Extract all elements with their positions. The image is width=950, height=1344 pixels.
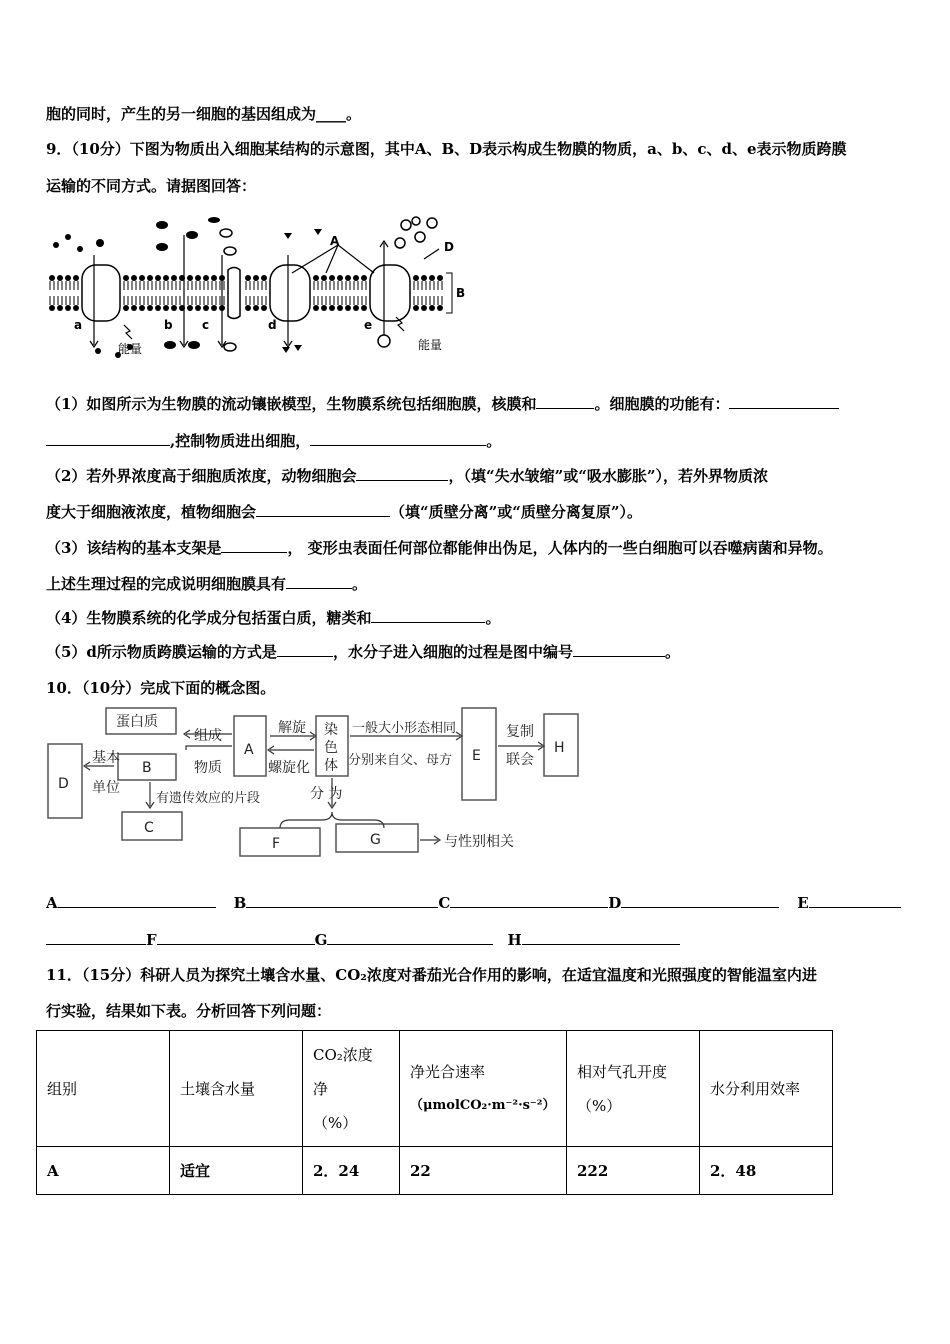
label-B: B: [456, 286, 466, 300]
th-soil: 土壤含水量: [170, 1031, 303, 1147]
q9-p5-text-b: ，水分子进入细胞的过程是图中编号: [332, 643, 573, 661]
q9-p1-text-b: 。细胞膜的功能有：: [594, 395, 730, 413]
th-net-rate-line2: （μmolCO₂·m⁻²·s⁻²）: [410, 1097, 556, 1113]
q9-p3-cont: [46, 573, 367, 594]
cell-co2: 2．24: [303, 1147, 400, 1195]
cm-D: D: [58, 776, 69, 792]
concept-map: [46, 706, 586, 860]
cm-compose-1: 组成: [194, 728, 222, 744]
cell-stomata: 222: [567, 1147, 700, 1195]
th-co2-line2: 净: [313, 1079, 329, 1098]
cm-A: A: [244, 742, 254, 758]
q9-p1-text-d: 。: [486, 432, 502, 450]
q10-header: 10．（10分）完成下面的概念图。: [46, 679, 276, 697]
th-net-rate-line1: 净光合速率: [410, 1062, 486, 1081]
q9-p1-cont: [46, 430, 501, 451]
q10-ans-label-C: C: [438, 894, 451, 912]
cm-unwind: 解旋: [278, 720, 306, 736]
cm-chromo-1: 染: [324, 722, 338, 738]
q9-p2-cont: [46, 501, 642, 522]
blank[interactable]: [310, 431, 486, 446]
cm-C: C: [144, 820, 154, 836]
q9-p5-text-c: 。: [664, 643, 680, 661]
th-stomata-line2: （%）: [577, 1096, 622, 1115]
q9-p2-text-d: （填“质壁分离”或“质壁分离复原”）。: [390, 503, 643, 521]
blank[interactable]: [536, 394, 594, 409]
cm-divided: 分 为: [310, 786, 343, 802]
q9-p1-text-c: ,控制物质进出细胞，: [170, 432, 311, 450]
th-group: 组别: [37, 1031, 170, 1147]
label-d: d: [268, 318, 277, 332]
label-b: b: [164, 318, 173, 332]
cm-spiral: 螺旋化: [268, 760, 310, 776]
q9-p1-text-a: （1）如图所示为生物膜的流动镶嵌模型，生物膜系统包括细胞膜，核膜和: [46, 395, 537, 413]
cell-water-eff: 2．48: [700, 1147, 833, 1195]
cell-group: A: [37, 1147, 170, 1195]
cm-protein: 蛋白质: [116, 714, 158, 730]
cm-replicate-2: 联会: [506, 752, 534, 768]
blank[interactable]: [371, 608, 485, 623]
cm-E: E: [472, 748, 481, 764]
q9-p4-text-b: 。: [485, 609, 501, 627]
q10-ans-label-G: G: [314, 931, 328, 949]
table-header-row: [37, 1031, 833, 1147]
cell-soil: 适宜: [170, 1147, 303, 1195]
q9-p2: [46, 465, 768, 486]
th-stomata: [567, 1031, 700, 1147]
cm-basic-2: 单位: [92, 780, 120, 796]
cm-G: G: [370, 832, 381, 848]
q8-tail: 胞的同时，产生的另一细胞的基因组成为____。: [46, 105, 362, 123]
q9-header: 9．（10分）下图为物质出入细胞某结构的示意图，其中A、B、D表示构成生物膜的物质，a、b、c、d、e表示物质跨膜: [46, 140, 847, 158]
cm-H: H: [554, 740, 565, 756]
blank[interactable]: [256, 502, 390, 517]
blank[interactable]: [157, 930, 315, 945]
blank[interactable]: [46, 930, 146, 945]
blank[interactable]: [46, 431, 170, 446]
cm-F: F: [272, 836, 281, 852]
th-stomata-line1: 相对气孔开度: [577, 1062, 668, 1081]
q9-header-2: 运输的不同方式。请据图回答：: [46, 177, 257, 195]
q9-p3-text-b: ， 变形虫表面任何部位都能伸出伪足，人体内的一些白细胞可以吞噬病菌和异物。: [287, 539, 833, 557]
q10-ans-label-A: A: [46, 894, 58, 912]
q9-p1: [46, 393, 839, 414]
q10-ans-label-H: H: [507, 931, 522, 949]
label-energy-2: 能量: [418, 338, 443, 352]
results-table: [36, 1030, 833, 1195]
label-c: c: [202, 318, 210, 332]
q9-p3: [46, 537, 833, 558]
th-water-eff: 水分利用效率: [700, 1031, 833, 1147]
blank[interactable]: [286, 574, 352, 589]
cm-replicate-1: 复制: [506, 724, 534, 740]
th-co2-line3: （%）: [313, 1113, 358, 1132]
q9-p3-text-a: （3）该结构的基本支架是: [46, 539, 222, 557]
q10-ans-label-E: E: [797, 894, 809, 912]
label-D: D: [444, 240, 454, 254]
table-row: [37, 1147, 833, 1195]
cm-parents: 分别来自父、母方: [348, 753, 453, 768]
q9-p2-text-c: 度大于细胞液浓度，植物细胞会: [46, 503, 257, 521]
th-net-rate: [400, 1031, 567, 1147]
q9-p4: [46, 607, 500, 628]
th-co2-line1: CO₂浓度: [313, 1045, 373, 1064]
q11-header: 11．（15分）科研人员为探究土壤含水量、CO₂浓度对番茄光合作用的影响，在适宜温度和光照强度的智能温室内进: [46, 966, 817, 984]
cm-compose-2: 物质: [194, 760, 222, 776]
cm-basic-1: 基本: [92, 750, 120, 766]
blank[interactable]: [221, 538, 287, 553]
q10-answers-2: [46, 930, 680, 949]
q10-ans-label-F: F: [146, 931, 157, 949]
q9-p2-text-a: （2）若外界浓度高于细胞质浓度，动物细胞会: [46, 467, 357, 485]
q9-p5: [46, 641, 680, 662]
cm-segment: 有遗传效应的片段: [156, 791, 261, 806]
cm-chromo-3: 体: [324, 758, 338, 774]
blank[interactable]: [522, 930, 680, 945]
cm-B: B: [142, 760, 152, 776]
q11-header-2: 行实验，结果如下表。分析回答下列问题：: [46, 1002, 332, 1020]
blank[interactable]: [450, 893, 608, 908]
q9-p5-text-a: （5）d所示物质跨膜运输的方式是: [46, 643, 277, 661]
cm-same-shape: 一般大小形态相同: [352, 721, 457, 736]
blank[interactable]: [809, 893, 901, 908]
label-e: e: [364, 318, 373, 332]
blank[interactable]: [58, 893, 216, 908]
blank[interactable]: [729, 394, 839, 409]
q10-ans-label-D: D: [608, 894, 622, 912]
blank[interactable]: [246, 893, 438, 908]
label-a: a: [74, 318, 83, 332]
blank[interactable]: [573, 642, 665, 657]
membrane-diagram: [44, 215, 474, 360]
q9-p3-text-c: 上述生理过程的完成说明细胞膜具有: [46, 575, 287, 593]
cm-sex: 与性别相关: [444, 834, 514, 850]
q10-answers-1: [46, 893, 901, 912]
blank[interactable]: [621, 893, 779, 908]
cm-chromo-2: 色: [324, 740, 338, 756]
q10-ans-label-B: B: [233, 894, 247, 912]
q9-p4-text-a: （4）生物膜系统的化学成分包括蛋白质，糖类和: [46, 609, 372, 627]
label-A: A: [330, 234, 340, 248]
blank[interactable]: [277, 642, 333, 657]
cell-net-rate: 22: [400, 1147, 567, 1195]
blank[interactable]: [356, 466, 448, 481]
q9-p3-text-d: 。: [352, 575, 368, 593]
th-co2: [303, 1031, 400, 1147]
blank[interactable]: [327, 930, 493, 945]
label-energy-1: 能量: [118, 342, 143, 356]
q9-p2-text-b: ，（填“失水皱缩”或“吸水膨胀”），若外界物质浓: [448, 467, 768, 485]
